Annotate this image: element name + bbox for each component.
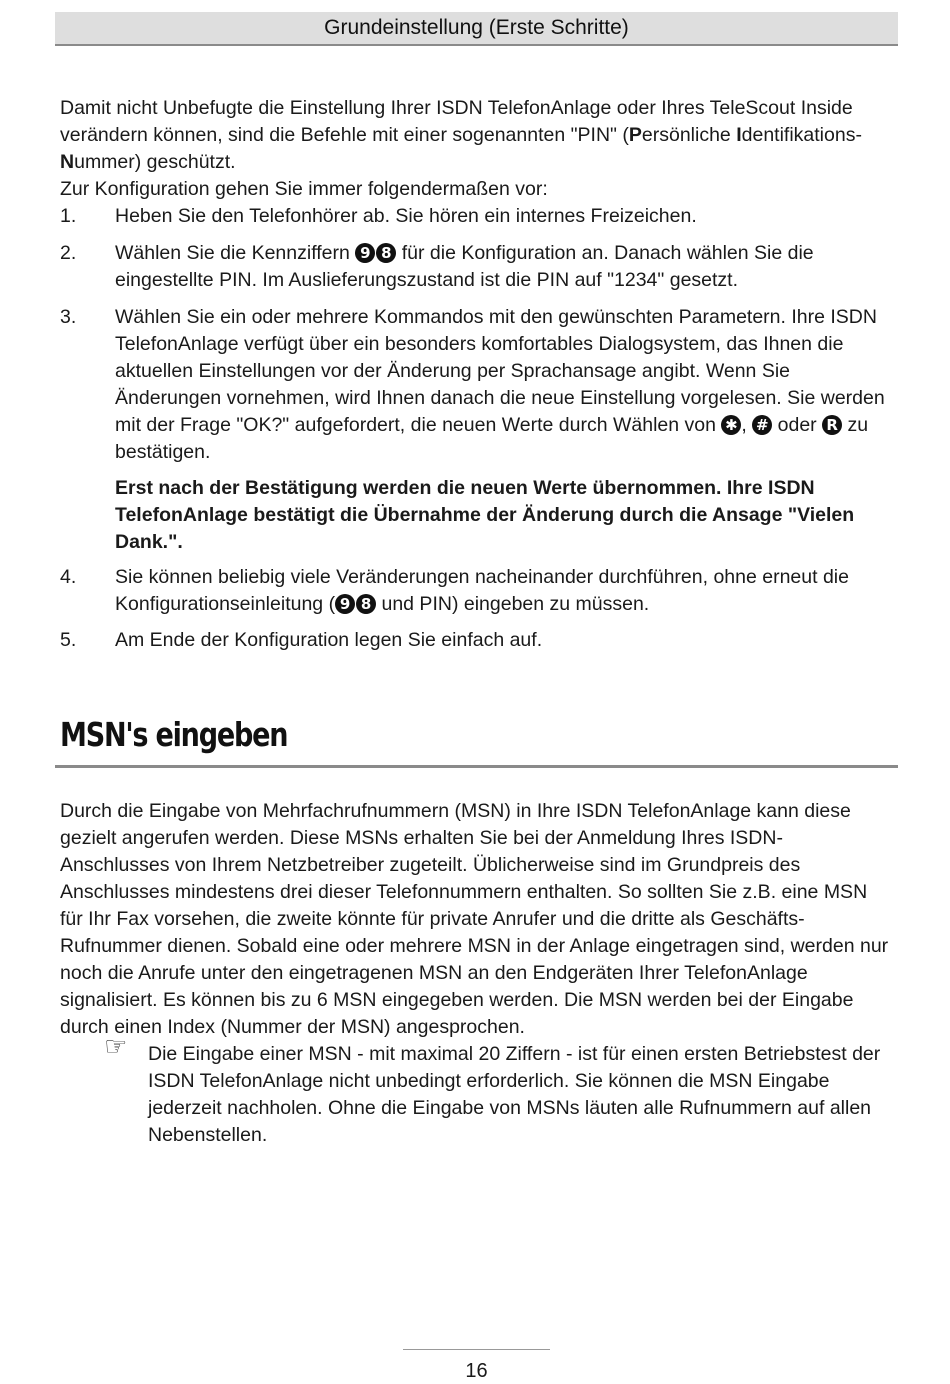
step-text-cont: zu bestätigen. [115, 414, 869, 463]
key-8-icon: 8 [376, 243, 396, 263]
step-text: Sie können beliebig viele Veränderungen nacheinander durchführen, ohne erneut die Konfigurationseinleitung ( [115, 566, 849, 615]
intro-section [60, 95, 892, 654]
step-text: Wählen Sie ein oder mehrere Kommandos mit den gewünschten Parametern. Ihre ISDN TelefonAnlage verfügt über ein besonders komfortables Dialogsystem, das Ihnen die aktuellen Einstellungen vor der Änderung per Sprachansage angibt. Wenn Sie Änderungen vornehmen, wird Ihnen danach die neue Einstellung vorgelesen. Sie werden mit der Frage "OK?" aufgefordert, die neuen Werte durch Wählen von [115, 306, 885, 436]
running-header [55, 12, 898, 46]
config-intro: Zur Konfiguration gehen Sie immer folgendermaßen vor: [60, 178, 548, 200]
step-number: 5. [60, 629, 77, 651]
step-text-cont: für die Konfiguration an. Danach wählen Sie die eingestellte PIN. Im Auslieferungszustand ist die PIN auf "1234" gesetzt. [115, 242, 814, 291]
page-number: 16 [465, 1360, 488, 1382]
pointing-hand-icon: ☞ [104, 1032, 128, 1062]
step-bold-note: Erst nach der Bestätigung werden die neuen Werte übernommen. Ihre ISDN TelefonAnlage bestätigt die Übernahme der Änderung durch die Ansage "Vielen Dank.". [115, 477, 855, 553]
step-text: Am Ende der Konfiguration legen Sie einfach auf. [115, 629, 543, 651]
running-header-title: Grundeinstellung (Erste Schritte) [324, 16, 629, 39]
key-hash-icon: # [752, 415, 772, 435]
key-r-icon: R [822, 415, 842, 435]
step-number: 3. [60, 306, 77, 328]
intro-text: Damit nicht Unbefugte die Einstellung Ihrer ISDN TelefonAnlage oder Ihres TeleScout Inside verändern können, sind die Befehle mit einer sogenannten "PIN" ( [60, 97, 853, 146]
intro-text-p: ersönliche [641, 124, 737, 146]
step-number: 4. [60, 566, 77, 588]
msn-paragraph: Durch die Eingabe von Mehrfachrufnummern (MSN) in Ihre ISDN TelefonAnlage kann diese gezielt angerufen werden. Diese MSNs erhalten Sie bei der Anmeldung Ihres ISDN-Anschlusses von Ihrem Netzbetreiber zugeteilt. Üblicherweise sind im Grundpreis des Anschlusses mindestens drei dieser Telefonnummern enthalten. So sollten Sie z.B. eine MSN für Ihr Fax vorsehen, die zweite könnte für private Anrufer und die dritte als Geschäfts-Rufnummer dienen. Sobald eine oder mehrere MSN in der Anlage eingetragen sind, werden nur noch die Anrufe unter den eingetragenen MSN an den Endgeräten Ihrer TelefonAnlage signalisiert. Es können bis zu 6 MSN eingegeben werden. Die MSN werden bei der Eingabe durch einen Index (Nummer der MSN) angesprochen. [60, 800, 889, 1038]
acronym-n: N [60, 151, 75, 173]
footer-divider [403, 1349, 550, 1350]
note-text: Die Eingabe einer MSN - mit maximal 20 Ziffern - ist für einen ersten Betriebstest der ISDN TelefonAnlage nicht unbedingt erforderlich. Sie können die MSN Eingabe jederzeit nachholen. Ohne die Eingabe von MSNs läuten alle Rufnummern auf allen Nebenstellen. [148, 1043, 881, 1146]
section-title: MSN's eingeben [60, 715, 288, 754]
step-1 [60, 203, 892, 230]
section-divider [55, 765, 898, 768]
step-body [115, 304, 892, 466]
acronym-i: I [736, 124, 742, 146]
step-4 [60, 564, 892, 618]
intro-text-n: ummer) geschützt. [74, 151, 236, 173]
acronym-p: P [628, 124, 642, 146]
step-2 [60, 240, 892, 294]
key-9-icon: 9 [355, 243, 375, 263]
step-number: 2. [60, 242, 77, 264]
step-3 [60, 304, 892, 556]
key-8-icon: 8 [356, 594, 376, 614]
step-text: Heben Sie den Telefonhörer ab. Sie hören ein internes Freizeichen. [115, 205, 697, 227]
step-5 [60, 627, 892, 654]
intro-text-i: dentifikations- [741, 124, 862, 146]
step-text-cont: und PIN) eingeben zu müssen. [376, 593, 650, 615]
key-star-icon: ✱ [721, 415, 741, 435]
key-9-icon: 9 [335, 594, 355, 614]
intro-paragraph [60, 95, 892, 176]
step-number: 1. [60, 205, 77, 227]
note-block [60, 1032, 892, 1149]
msn-section-body [60, 798, 892, 1149]
steps-list [60, 203, 892, 654]
separator: oder [772, 414, 823, 436]
step-text: Wählen Sie die Kennziffern [115, 242, 356, 264]
separator: , [741, 414, 753, 436]
